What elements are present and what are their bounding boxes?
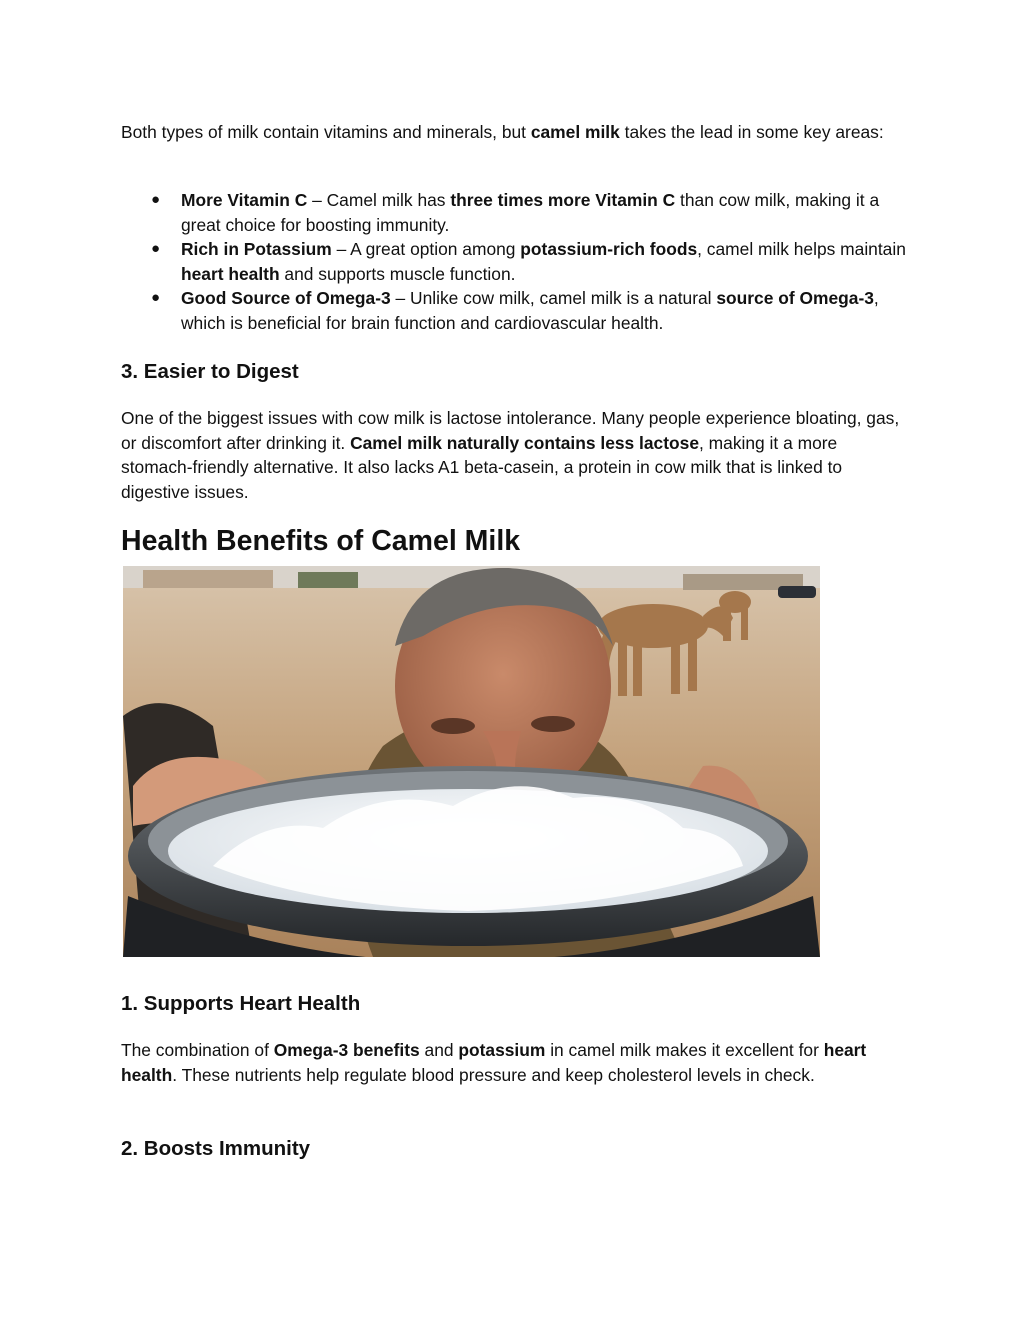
heading-easier-to-digest: 3. Easier to Digest bbox=[121, 360, 299, 383]
list-item-text: and supports muscle function. bbox=[279, 263, 516, 284]
bullet-glyph: ● bbox=[151, 240, 161, 257]
heart-bold: heart health bbox=[121, 1040, 867, 1085]
list-item-title: More Vitamin C bbox=[181, 190, 308, 210]
digest-bold: Camel milk naturally contains less lactose bbox=[350, 432, 699, 453]
bullet-glyph: ● bbox=[151, 289, 161, 306]
list-item-bold: source of Omega-3 bbox=[716, 288, 874, 308]
intro-bold: camel milk bbox=[530, 122, 620, 142]
heart-text: in camel milk makes it excellent for bbox=[545, 1040, 824, 1060]
list-item-text: than cow milk, making it a great choice for boosting immunity. bbox=[181, 190, 880, 235]
list-item-bold: heart health bbox=[181, 263, 280, 284]
camel-milk-photo bbox=[123, 566, 820, 957]
list-item-bold: three times more Vitamin C bbox=[450, 190, 676, 210]
list-item-vitamin-c bbox=[181, 188, 906, 237]
heart-text-end: . These nutrients help regulate blood pressure and keep cholesterol levels in check. bbox=[172, 1064, 815, 1085]
heart-text: and bbox=[419, 1040, 459, 1060]
heading-supports-heart-health: 1. Supports Heart Health bbox=[121, 992, 361, 1015]
digest-text-end: , making it a more stomach-friendly alternative. It also lacks A1 beta-casein, a protein in cow milk that is linked to digestive issues. bbox=[121, 432, 843, 502]
digest-paragraph bbox=[121, 406, 906, 504]
bullet-glyph: ● bbox=[151, 191, 161, 208]
list-item-omega-3 bbox=[181, 286, 906, 335]
list-item-title: Rich in Potassium bbox=[181, 239, 332, 259]
digest-text: One of the biggest issues with cow milk is lactose intolerance. Many people experience bloating, gas, or discomfort after drinking it. bbox=[121, 408, 900, 453]
heading-health-benefits: Health Benefits of Camel Milk bbox=[121, 525, 521, 557]
heading-boosts-immunity: 2. Boosts Immunity bbox=[121, 1137, 311, 1160]
heart-bold: Omega-3 benefits bbox=[273, 1040, 420, 1060]
list-item-title: Good Source of Omega-3 bbox=[181, 288, 391, 308]
heart-bold: potassium bbox=[458, 1040, 546, 1060]
list-item-text: , which is beneficial for brain function and cardiovascular health. bbox=[181, 288, 879, 333]
intro-text-end: takes the lead in some key areas: bbox=[619, 122, 884, 142]
list-item-text: – Camel milk has bbox=[307, 190, 451, 210]
intro-text: Both types of milk contain vitamins and minerals, but bbox=[121, 122, 531, 142]
heart-health-paragraph bbox=[121, 1038, 906, 1087]
intro-paragraph bbox=[121, 120, 906, 145]
list-item-bold: potassium-rich foods bbox=[520, 239, 698, 259]
list-item-text: , camel milk helps maintain bbox=[697, 239, 906, 259]
list-item-potassium bbox=[181, 237, 906, 286]
heart-text: The combination of bbox=[121, 1040, 274, 1060]
list-item-text: – Unlike cow milk, camel milk is a natural bbox=[390, 288, 717, 308]
list-item-text: – A great option among bbox=[331, 239, 521, 259]
